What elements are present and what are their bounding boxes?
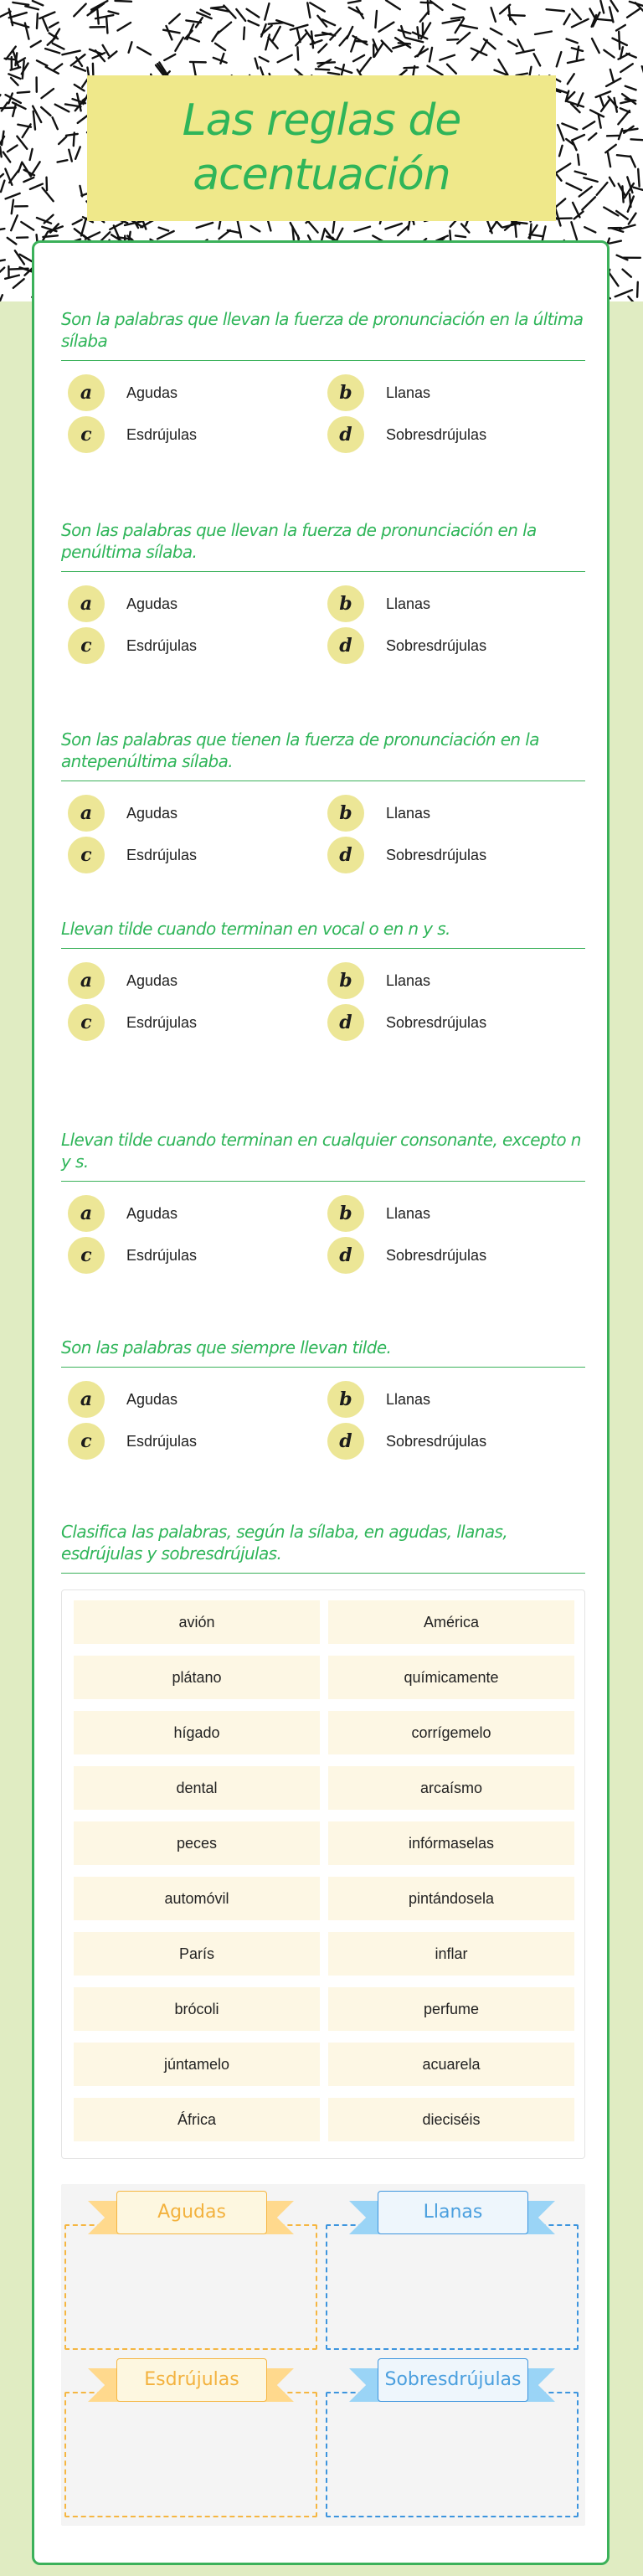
word-tile[interactable]: dieciséis bbox=[328, 2098, 574, 2141]
question-4 bbox=[61, 918, 585, 1041]
question-text: Clasifica las palabras, según la sílaba, en agudas, llanas, esdrújulas y sobresdrújulas. bbox=[61, 1521, 585, 1574]
option-label: Agudas bbox=[126, 1204, 178, 1222]
word-tile[interactable]: corrígemelo bbox=[328, 1711, 574, 1754]
question-text: Son las palabras que llevan la fuerza de pronunciación en la penúltima sílaba. bbox=[61, 519, 585, 572]
option-a[interactable] bbox=[68, 373, 319, 413]
option-a[interactable] bbox=[68, 793, 319, 833]
option-label: Llanas bbox=[386, 1204, 431, 1222]
question-7 bbox=[61, 1521, 585, 1574]
drop-zone-esdrujulas[interactable] bbox=[64, 2392, 317, 2517]
option-letter-badge: d bbox=[327, 1423, 364, 1460]
option-letter-badge: b bbox=[327, 1195, 364, 1232]
option-letter-badge: d bbox=[327, 1004, 364, 1041]
word-tile[interactable]: África bbox=[74, 2098, 320, 2141]
option-c[interactable] bbox=[68, 415, 319, 455]
question-text: Son las palabras que tienen la fuerza de pronunciación en la antepenúltima sílaba. bbox=[61, 729, 585, 781]
word-tile[interactable]: peces bbox=[74, 1821, 320, 1865]
option-label: Agudas bbox=[126, 971, 178, 989]
option-label: Llanas bbox=[386, 384, 431, 401]
word-tile[interactable]: perfume bbox=[328, 1987, 574, 2031]
option-c[interactable] bbox=[68, 626, 319, 666]
option-label: Agudas bbox=[126, 384, 178, 401]
option-a[interactable] bbox=[68, 1379, 319, 1419]
option-letter-badge: b bbox=[327, 585, 364, 622]
question-5 bbox=[61, 1129, 585, 1274]
word-tile[interactable]: infórmaselas bbox=[328, 1821, 574, 1865]
word-tile[interactable]: pintándosela bbox=[328, 1877, 574, 1920]
question-2 bbox=[61, 519, 585, 664]
question-6 bbox=[61, 1337, 585, 1460]
question-text: Son la palabras que llevan la fuerza de pronunciación en la última sílaba bbox=[61, 308, 585, 361]
answer-options bbox=[61, 572, 585, 664]
option-c[interactable] bbox=[68, 1002, 319, 1043]
option-label: Esdrújulas bbox=[126, 1013, 198, 1031]
page-title: Las reglas de acentuación bbox=[182, 95, 461, 200]
option-a[interactable] bbox=[68, 961, 319, 1001]
option-d[interactable] bbox=[327, 1421, 579, 1461]
classification-area bbox=[61, 2184, 585, 2526]
quiz-card bbox=[32, 240, 610, 2565]
title-banner bbox=[87, 75, 556, 221]
option-letter-badge: b bbox=[327, 374, 364, 411]
option-d[interactable] bbox=[327, 1002, 579, 1043]
option-d[interactable] bbox=[327, 626, 579, 666]
option-label: Esdrújulas bbox=[126, 846, 198, 863]
drop-zone-sobresdrujulas[interactable] bbox=[326, 2392, 579, 2517]
word-tile[interactable]: acuarela bbox=[328, 2043, 574, 2086]
word-tile[interactable]: júntamelo bbox=[74, 2043, 320, 2086]
question-text: Son las palabras que siempre llevan tilde. bbox=[61, 1337, 585, 1368]
option-d[interactable] bbox=[327, 1235, 579, 1275]
question-3 bbox=[61, 729, 585, 873]
answer-options bbox=[61, 1368, 585, 1460]
answer-options bbox=[61, 1182, 585, 1274]
option-letter-badge: a bbox=[68, 585, 105, 622]
option-c[interactable] bbox=[68, 1235, 319, 1275]
word-tile[interactable]: plátano bbox=[74, 1656, 320, 1699]
option-label: Esdrújulas bbox=[126, 1432, 198, 1450]
option-a[interactable] bbox=[68, 1193, 319, 1234]
option-label: Esdrújulas bbox=[126, 636, 198, 654]
option-label: Sobresdrújulas bbox=[386, 1246, 487, 1264]
option-c[interactable] bbox=[68, 1421, 319, 1461]
drop-zone-agudas[interactable] bbox=[64, 2224, 317, 2350]
option-letter-badge: d bbox=[327, 1237, 364, 1274]
option-letter-badge: a bbox=[68, 795, 105, 832]
option-letter-badge: c bbox=[68, 1237, 105, 1274]
option-label: Sobresdrújulas bbox=[386, 1432, 487, 1450]
option-letter-badge: b bbox=[327, 962, 364, 999]
category-label: Llanas bbox=[378, 2191, 528, 2234]
option-label: Sobresdrújulas bbox=[386, 1013, 487, 1031]
option-label: Esdrújulas bbox=[126, 425, 198, 443]
option-label: Llanas bbox=[386, 595, 431, 612]
option-a[interactable] bbox=[68, 584, 319, 624]
option-letter-badge: a bbox=[68, 1381, 105, 1418]
drop-zone-llanas[interactable] bbox=[326, 2224, 579, 2350]
option-b[interactable] bbox=[327, 373, 579, 413]
option-label: Esdrújulas bbox=[126, 1246, 198, 1264]
option-letter-badge: d bbox=[327, 627, 364, 664]
option-b[interactable] bbox=[327, 793, 579, 833]
word-bank bbox=[61, 1589, 585, 2159]
bin-sobresdrujulas[interactable] bbox=[326, 2358, 579, 2517]
word-tile[interactable]: América bbox=[328, 1600, 574, 1644]
word-tile[interactable]: dental bbox=[74, 1766, 320, 1810]
category-label: Agudas bbox=[116, 2191, 267, 2234]
answer-options bbox=[61, 781, 585, 873]
word-tile[interactable]: París bbox=[74, 1932, 320, 1976]
option-letter-badge: d bbox=[327, 837, 364, 873]
option-b[interactable] bbox=[327, 1193, 579, 1234]
bin-agudas[interactable] bbox=[64, 2191, 317, 2350]
option-b[interactable] bbox=[327, 584, 579, 624]
option-label: Agudas bbox=[126, 595, 178, 612]
option-label: Llanas bbox=[386, 971, 431, 989]
option-label: Llanas bbox=[386, 1390, 431, 1408]
option-letter-badge: d bbox=[327, 416, 364, 453]
option-label: Sobresdrújulas bbox=[386, 425, 487, 443]
option-letter-badge: b bbox=[327, 795, 364, 832]
option-letter-badge: c bbox=[68, 416, 105, 453]
option-letter-badge: c bbox=[68, 1423, 105, 1460]
word-tile[interactable]: avión bbox=[74, 1600, 320, 1644]
option-letter-badge: a bbox=[68, 374, 105, 411]
answer-options bbox=[61, 361, 585, 453]
option-label: Llanas bbox=[386, 804, 431, 822]
option-letter-badge: a bbox=[68, 1195, 105, 1232]
category-label: Sobresdrújulas bbox=[378, 2358, 528, 2402]
bin-llanas[interactable] bbox=[326, 2191, 579, 2350]
option-c[interactable] bbox=[68, 835, 319, 875]
word-tile[interactable]: hígado bbox=[74, 1711, 320, 1754]
question-1 bbox=[61, 308, 585, 453]
category-label: Esdrújulas bbox=[116, 2358, 267, 2402]
option-letter-badge: c bbox=[68, 837, 105, 873]
option-letter-badge: c bbox=[68, 627, 105, 664]
option-label: Sobresdrújulas bbox=[386, 846, 487, 863]
option-letter-badge: b bbox=[327, 1381, 364, 1418]
option-d[interactable] bbox=[327, 415, 579, 455]
word-tile[interactable]: arcaísmo bbox=[328, 1766, 574, 1810]
question-text: Llevan tilde cuando terminan en cualquier consonante, excepto n y s. bbox=[61, 1129, 585, 1182]
option-b[interactable] bbox=[327, 961, 579, 1001]
question-text: Llevan tilde cuando terminan en vocal o en n y s. bbox=[61, 918, 585, 949]
option-label: Agudas bbox=[126, 804, 178, 822]
option-b[interactable] bbox=[327, 1379, 579, 1419]
option-label: Sobresdrújulas bbox=[386, 636, 487, 654]
word-tile[interactable]: automóvil bbox=[74, 1877, 320, 1920]
bin-esdrujulas[interactable] bbox=[64, 2358, 317, 2517]
option-letter-badge: a bbox=[68, 962, 105, 999]
word-tile[interactable]: brócoli bbox=[74, 1987, 320, 2031]
option-label: Agudas bbox=[126, 1390, 178, 1408]
word-tile[interactable]: químicamente bbox=[328, 1656, 574, 1699]
option-d[interactable] bbox=[327, 835, 579, 875]
option-letter-badge: c bbox=[68, 1004, 105, 1041]
answer-options bbox=[61, 949, 585, 1041]
word-tile[interactable]: inflar bbox=[328, 1932, 574, 1976]
